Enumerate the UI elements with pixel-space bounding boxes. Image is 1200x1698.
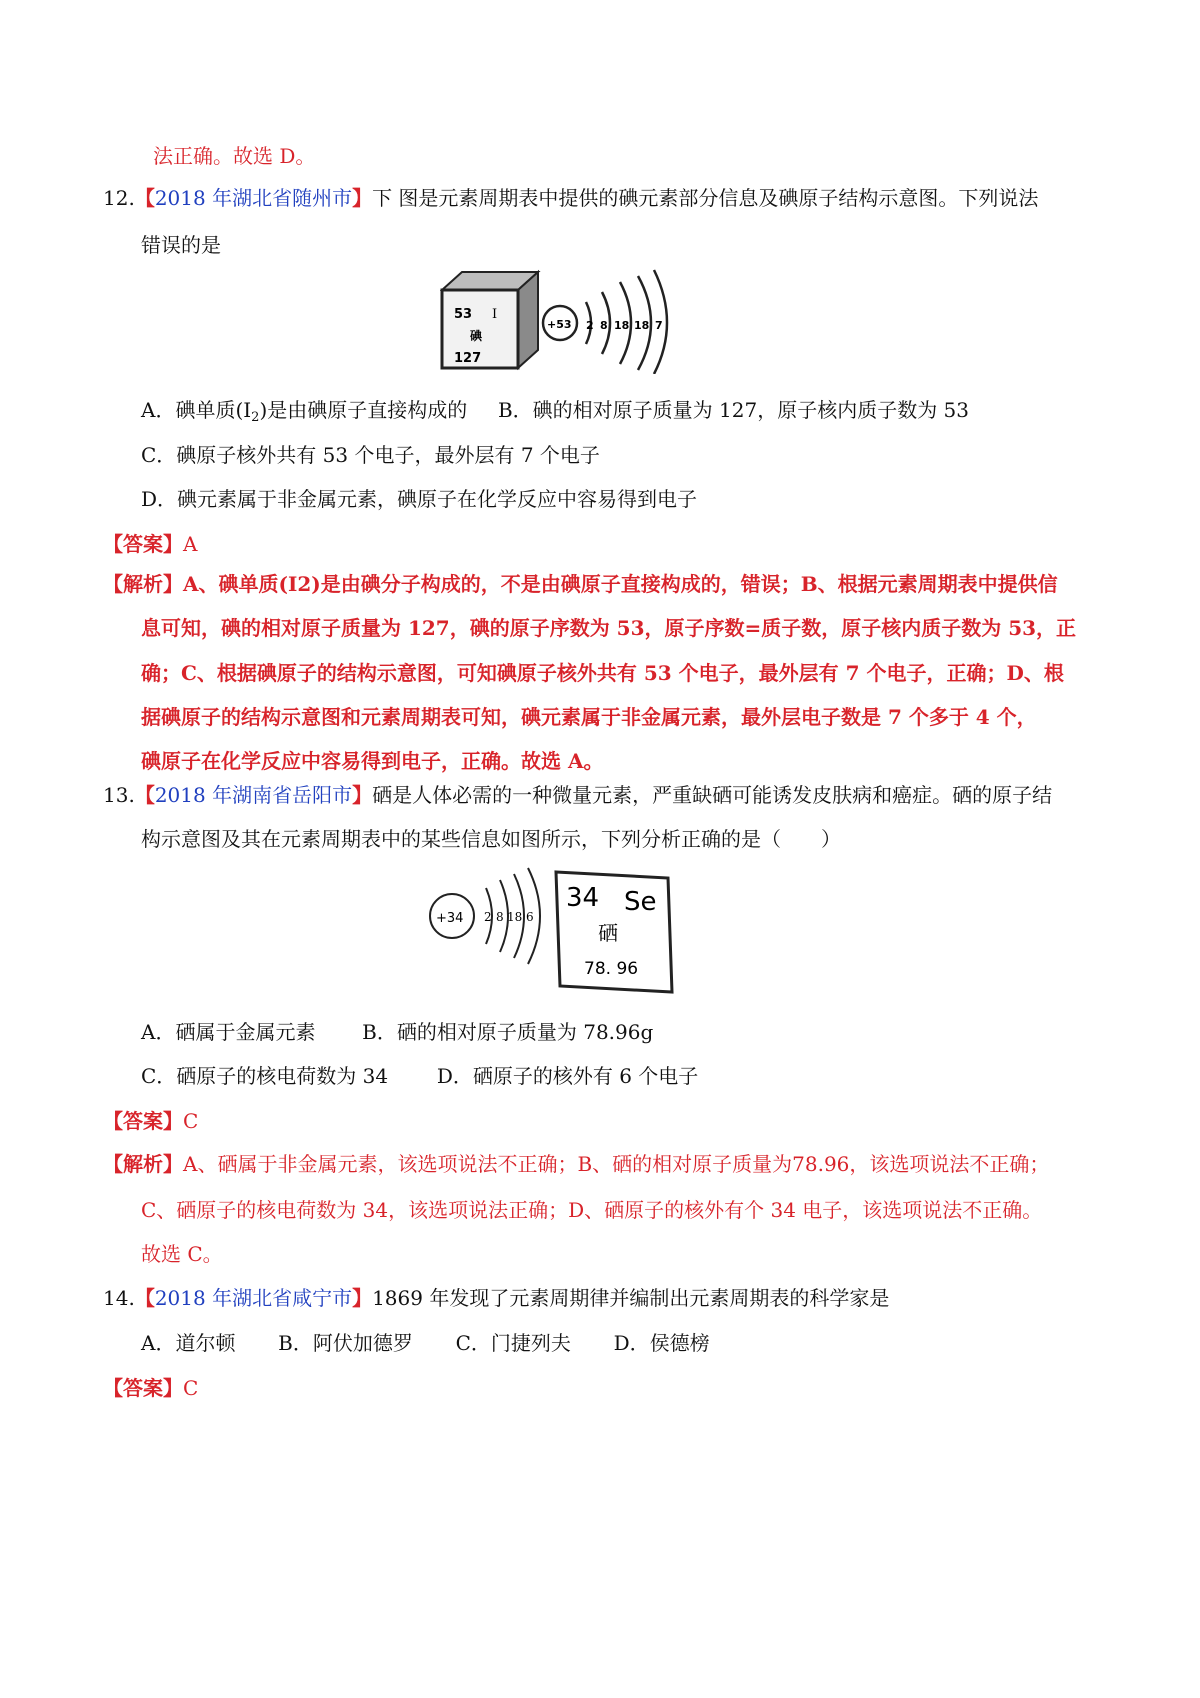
shell-electrons: 18 (507, 910, 523, 924)
source-close-bracket: 】 (352, 783, 373, 807)
question-13-analysis-line1 (103, 1150, 1049, 1178)
option-c: C．门捷列夫 (455, 1331, 571, 1355)
option-b: B．阿伏加德罗 (278, 1331, 413, 1355)
answer-label: 【答案】 (103, 532, 183, 556)
question-14-stem-line1 (103, 1284, 889, 1312)
question-13-stem-line2: 构示意图及其在元素周期表中的某些信息如图所示，下列分析正确的是（ ） (141, 827, 841, 851)
question-13-answer (103, 1107, 198, 1135)
selenium-figure (420, 866, 690, 1006)
option-c: C．硒原子的核电荷数为 34 (141, 1064, 389, 1088)
cell-name: 碘 (470, 329, 483, 343)
shell-electrons: 7 (655, 319, 663, 332)
question-12-analysis-line1 (103, 570, 1058, 598)
option-a-text: A．碘单质(I (141, 398, 252, 422)
source-close-bracket: 】 (352, 186, 373, 210)
cube-side-face (518, 272, 538, 368)
source-label: 2018 年湖南省岳阳市 (154, 783, 353, 807)
option-b: B．硒的相对原子质量为 78.96g (362, 1020, 654, 1044)
shell-electrons: 2 (586, 319, 594, 332)
cell-symbol: I (492, 307, 498, 322)
source-label: 2018 年湖北省咸宁市 (154, 1286, 353, 1310)
cell-name: 硒 (598, 921, 618, 945)
answer-value: A (183, 532, 198, 556)
question-12-analysis-line3: 确；C、根据碘原子的结构示意图，可知碘原子核外共有 53 个电子，最外层有 7 个电子，正确；D、根 (141, 661, 1064, 685)
question-number: 12. (103, 186, 135, 210)
option-a: A．道尔顿 (141, 1331, 236, 1355)
question-number: 13. (103, 783, 135, 807)
option-a (141, 398, 468, 425)
option-d: D．碘元素属于非金属元素，碘原子在化学反应中容易得到电子 (141, 487, 698, 511)
question-12-options-ab (141, 396, 969, 432)
answer-label: 【答案】 (103, 1109, 183, 1133)
shell-electrons: 2 (484, 910, 492, 924)
question-number: 14. (103, 1286, 135, 1310)
question-13-analysis-line2: C、硒原子的核电荷数为 34，该选项说法正确；D、硒原子的核外有个 34 电子，该选项说法不正确。 (141, 1198, 1043, 1222)
cell-number: 34 (566, 883, 600, 913)
source-label: 2018 年湖北省随州市 (154, 186, 353, 210)
cell-mass: 127 (454, 351, 482, 366)
shell-electrons: 8 (496, 910, 504, 924)
question-13-stem-line1 (103, 781, 1052, 809)
source-open-bracket: 【 (134, 186, 155, 210)
option-a-text-end: )是由碘原子直接构成的 (259, 398, 468, 422)
analysis-label: 【解析】 (103, 1152, 183, 1176)
option-a-subscript: 2 (251, 410, 260, 425)
source-open-bracket: 【 (134, 1286, 155, 1310)
iodine-figure (440, 268, 680, 374)
question-12-analysis-line2: 息可知，碘的相对原子质量为 127，碘的原子序数为 53，原子序数=质子数，原子核内质子数为 53，正 (141, 616, 1077, 640)
cell-mass: 78. 96 (584, 959, 639, 979)
option-c: C．碘原子核外共有 53 个电子，最外层有 7 个电子 (141, 443, 600, 467)
nucleus-charge: +34 (436, 911, 464, 926)
option-d: D．硒原子的核外有 6 个电子 (436, 1064, 699, 1088)
answer-label: 【答案】 (103, 1376, 183, 1400)
analysis-text: A、碘单质(I2)是由碘分子构成的，不是由碘原子直接构成的，错误；B、根据元素周期表中提供信 (183, 572, 1058, 596)
analysis-text: A、硒属于非金属元素，该选项说法不正确；B、硒的相对原子质量为78.96，该选项说法不正确； (183, 1152, 1050, 1176)
stem-text: 下 图是元素周期表中提供的碘元素部分信息及碘原子结构示意图。下列说法 (372, 186, 1039, 210)
source-open-bracket: 【 (134, 783, 155, 807)
stem-text: 硒是人体必需的一种微量元素，严重缺硒可能诱发皮肤病和癌症。硒的原子结 (372, 783, 1053, 807)
question-13-options-cd (141, 1062, 698, 1090)
question-14-answer (103, 1374, 198, 1402)
question-12-analysis-line4: 据碘原子的结构示意图和元素周期表可知，碘元素属于非金属元素，最外层电子数是 7 个多于 4 个， (141, 705, 1037, 729)
cell-symbol: Se (624, 887, 657, 917)
shell-electrons: 8 (600, 319, 608, 332)
question-13-options-ab (141, 1018, 653, 1046)
question-12-stem-line1 (103, 184, 1038, 212)
shell-electrons: 18 (614, 319, 630, 332)
cell-number: 53 (454, 307, 473, 322)
option-b: B．碘的相对原子质量为 127，原子核内质子数为 53 (497, 398, 970, 422)
question-13-analysis-line3: 故选 C。 (141, 1242, 223, 1266)
question-12-analysis-line5: 碘原子在化学反应中容易得到电子，正确。故选 A。 (141, 749, 604, 773)
answer-value: C (183, 1376, 199, 1400)
question-12-answer (103, 530, 197, 558)
previous-answer-continuation: 法正确。故选 D。 (153, 144, 316, 168)
option-d: D．侯德榜 (613, 1331, 710, 1355)
shell-electrons: 6 (526, 910, 534, 924)
analysis-label: 【解析】 (103, 572, 183, 596)
stem-text: 1869 年发现了元素周期律并编制出元素周期表的科学家是 (372, 1286, 890, 1310)
nucleus-charge: +53 (547, 318, 572, 331)
question-12-stem-line2: 错误的是 (141, 233, 221, 257)
option-a: A．硒属于金属元素 (141, 1020, 316, 1044)
question-14-options (141, 1329, 710, 1357)
answer-value: C (183, 1109, 199, 1133)
shell-electrons: 18 (634, 319, 650, 332)
source-close-bracket: 】 (352, 1286, 373, 1310)
